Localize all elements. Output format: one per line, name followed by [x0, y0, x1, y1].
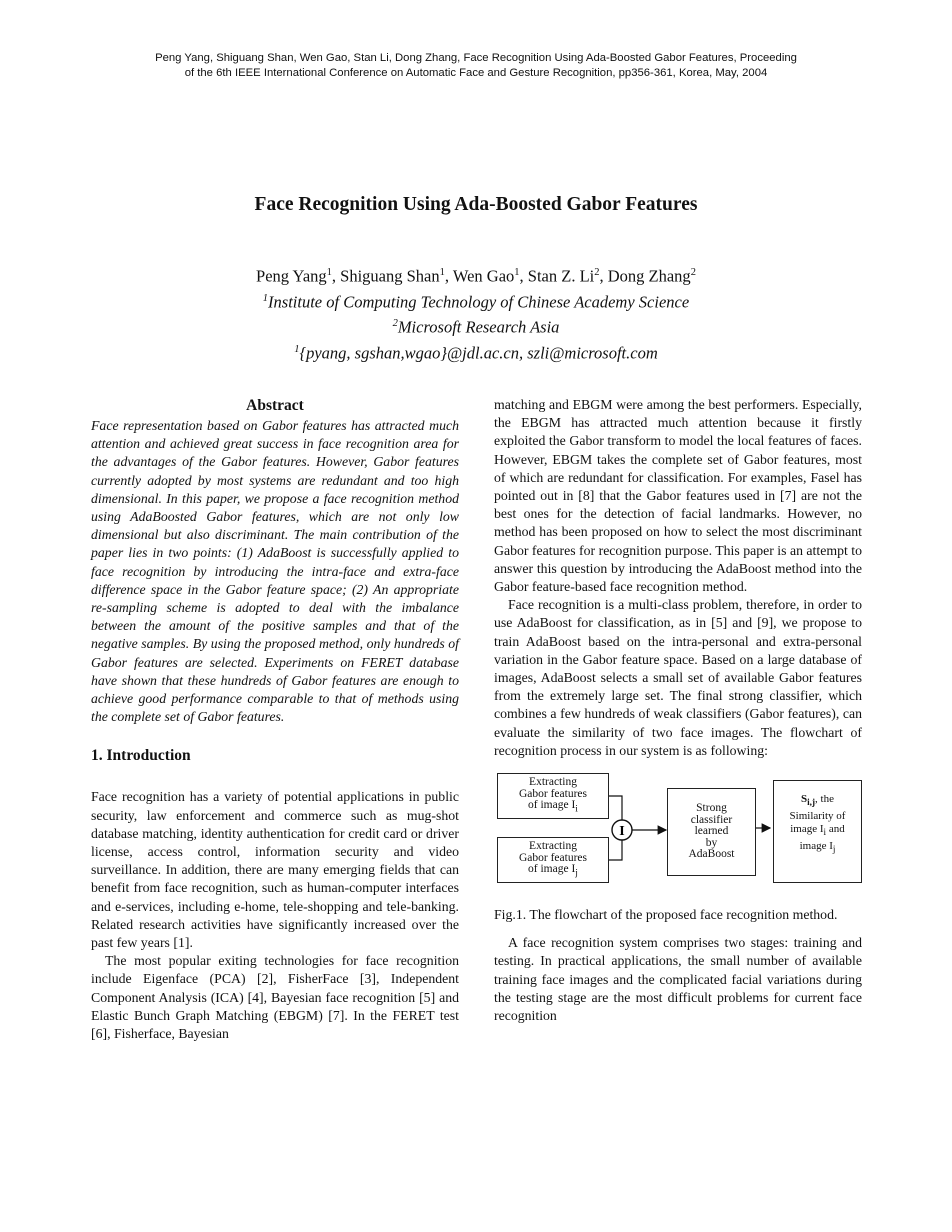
box-text: Similarity of [789, 809, 846, 822]
author-name: , Dong Zhang [599, 266, 691, 286]
left-column [91, 396, 459, 1043]
box-text [528, 800, 578, 815]
extract-features-box-j [497, 837, 609, 883]
subscript: j [832, 844, 836, 855]
extract-features-box-i [497, 773, 609, 819]
author-block [0, 262, 952, 364]
box-text [790, 823, 844, 840]
affiliation-mark: 1 [514, 267, 520, 278]
box-text-part: , the [815, 793, 834, 806]
box-text: learned [694, 825, 729, 838]
box-text: Extracting [529, 840, 577, 853]
flowchart-figure [494, 770, 862, 894]
author-name: Peng Yang [256, 266, 327, 286]
affiliation-mark: 2 [690, 267, 696, 278]
box-text-part: image I [799, 839, 833, 852]
box-text-part: and [826, 823, 845, 836]
box-text-part: image I [790, 823, 824, 836]
abstract-heading: Abstract [246, 397, 304, 414]
box-text [528, 864, 578, 879]
author-emails [0, 339, 952, 365]
affiliation-mark: 1 [439, 267, 445, 278]
affiliation-mark: 1 [262, 292, 269, 304]
box-text: by [705, 836, 718, 849]
author-name: , Wen Gao [444, 266, 515, 286]
affiliation-text: Microsoft Research Asia [397, 317, 560, 337]
intro-paragraph-3: matching and EBGM were among the best performers. Especially, the EBGM has attracted much attention because it firstly exploited the Gabor transform to model the local features of faces. However, EBGM takes the complete set of Gabor features, most of which are redundant for classification. For examples, Fasel has pointed out in [8] that the Gabor features used in [7] are not the best ones for the detection of facial landmarks. However, no method has been proposed on how to select the most discriminant Gabor features for recognition purpose. This paper is an attempt to answer this question by introducing the AdaBoost method into the Gabor feature-based face recognition method. [494, 397, 862, 595]
intro-paragraph-4: Face recognition is a multi-class problem, therefore, in order to use AdaBoost for classification, as in [5] and [9], we propose to train AdaBoost based on the intra-personal and extra-personal variation in the Gabor feature space. Based on a large database of images, AdaBoost selects a small set of available Gabor features from the extremely large set. The final strong classifier, which combines a few hundreds of weak classifiers (Gabor features), can evaluate the similarity of two face images. The flowchart of recognition process in our system is as following: [494, 597, 862, 758]
subscript: i [823, 827, 827, 838]
similarity-symbol: S [801, 793, 808, 806]
combiner-symbol: I [619, 824, 625, 840]
subscript: i [575, 803, 578, 815]
author-name: , Shiguang Shan [331, 266, 440, 286]
box-text [801, 793, 834, 810]
box-text: Strong [696, 802, 727, 815]
email-text: {pyang, sgshan,wgao}@jdl.ac.cn, szli@microsoft.com [299, 343, 658, 362]
connector-line-bottom [609, 840, 622, 860]
affiliation-mark: 1 [294, 343, 300, 355]
author-name: , Stan Z. Li [519, 266, 595, 286]
box-text: Extracting [529, 776, 577, 789]
box-text: Gabor features [518, 787, 587, 800]
citation-line-2: of the 6th IEEE International Conference on Automatic Face and Gesture Recognition, pp356-361, Korea, May, 2004 [184, 67, 768, 79]
subscript: j [575, 867, 578, 879]
box-text: Gabor features [518, 851, 587, 864]
box-text-part: of image I [528, 863, 576, 876]
box-text: classifier [690, 813, 733, 826]
right-column [494, 396, 862, 1025]
citation-line-1: Peng Yang, Shiguang Shan, Wen Gao, Stan Li, Dong Zhang, Face Recognition Using Ada-Boosted Gabor Features, Proceeding [155, 52, 797, 64]
intro-paragraph-1: Face recognition has a variety of potential applications in public security, law enforcement and commerce such as mug-shot database matching, identity authentication for credit card or driver license, access control, information security and video surveillance. In addition, there are many emerging fields that can benefit from face recognition, such as human-computer interfaces and e-services, including e-home, tele-shopping and tele-banking. Related research activities have significantly increased over the past few years [1]. [91, 789, 459, 951]
abstract-body: Face representation based on Gabor features has attracted much attention and achieved great success in face recognition area for the advantages of the Gabor features. However, Gabor features currently adopted by most systems are redundant and too high dimensional. In this paper, we propose a face recognition method using AdaBoosted Gabor features, which are not only low dimensional but also discriminant. The main contribution of the paper lies in two points: (1) AdaBoost is successfully applied to face recognition by introducing the intra-face and extra-face difference space in the Gabor feature space; (2) An appropriate re-sampling scheme is adopted to deal with the imbalance between the amount of the positive samples and that of the negative samples. By using the proposed method, only hundreds of Gabor features are selected. Experiments on FERET database have shown that these hundreds of Gabor features are enough to achieve good performance comparable to that of methods using the complete set of Gabor features. [91, 418, 459, 725]
subscript: i,j [807, 797, 816, 808]
figure-caption: Fig.1. The flowchart of the proposed face recognition method. [494, 907, 838, 923]
similarity-box [773, 780, 862, 883]
affiliation-2 [0, 313, 952, 339]
citation-header [60, 51, 892, 81]
affiliation-text: Institute of Computing Technology of Chinese Academy Science [268, 292, 690, 311]
strong-classifier-box [667, 788, 756, 876]
connector-line-top [609, 796, 622, 820]
affiliation-1 [0, 288, 952, 314]
affiliation-mark: 2 [594, 267, 600, 278]
author-list [0, 262, 952, 288]
affiliation-mark: 1 [326, 267, 332, 278]
affiliation-mark: 2 [392, 318, 398, 329]
introduction-heading: 1. Introduction [91, 747, 191, 765]
box-text [800, 840, 836, 857]
intro-paragraph-5: A face recognition system comprises two stages: training and testing. In practical applications, the small number of available training face images and the complicated facial variations during the testing stage are the most difficult problems for current face recognition [494, 935, 862, 1024]
box-text: AdaBoost [688, 848, 735, 861]
box-text-part: of image I [528, 799, 576, 812]
paper-title: Face Recognition Using Ada-Boosted Gabor Features [254, 194, 698, 215]
intro-paragraph-2: The most popular exiting technologies for face recognition include Eigenface (PCA) [2], FisherFace [3], Independent Component Analysis (ICA) [4], Bayesian face recognition [5] and Elastic Bunch Graph Matching (EBGM) [7]. In the FERET test [6], Fisherface, Bayesian [91, 953, 459, 1042]
